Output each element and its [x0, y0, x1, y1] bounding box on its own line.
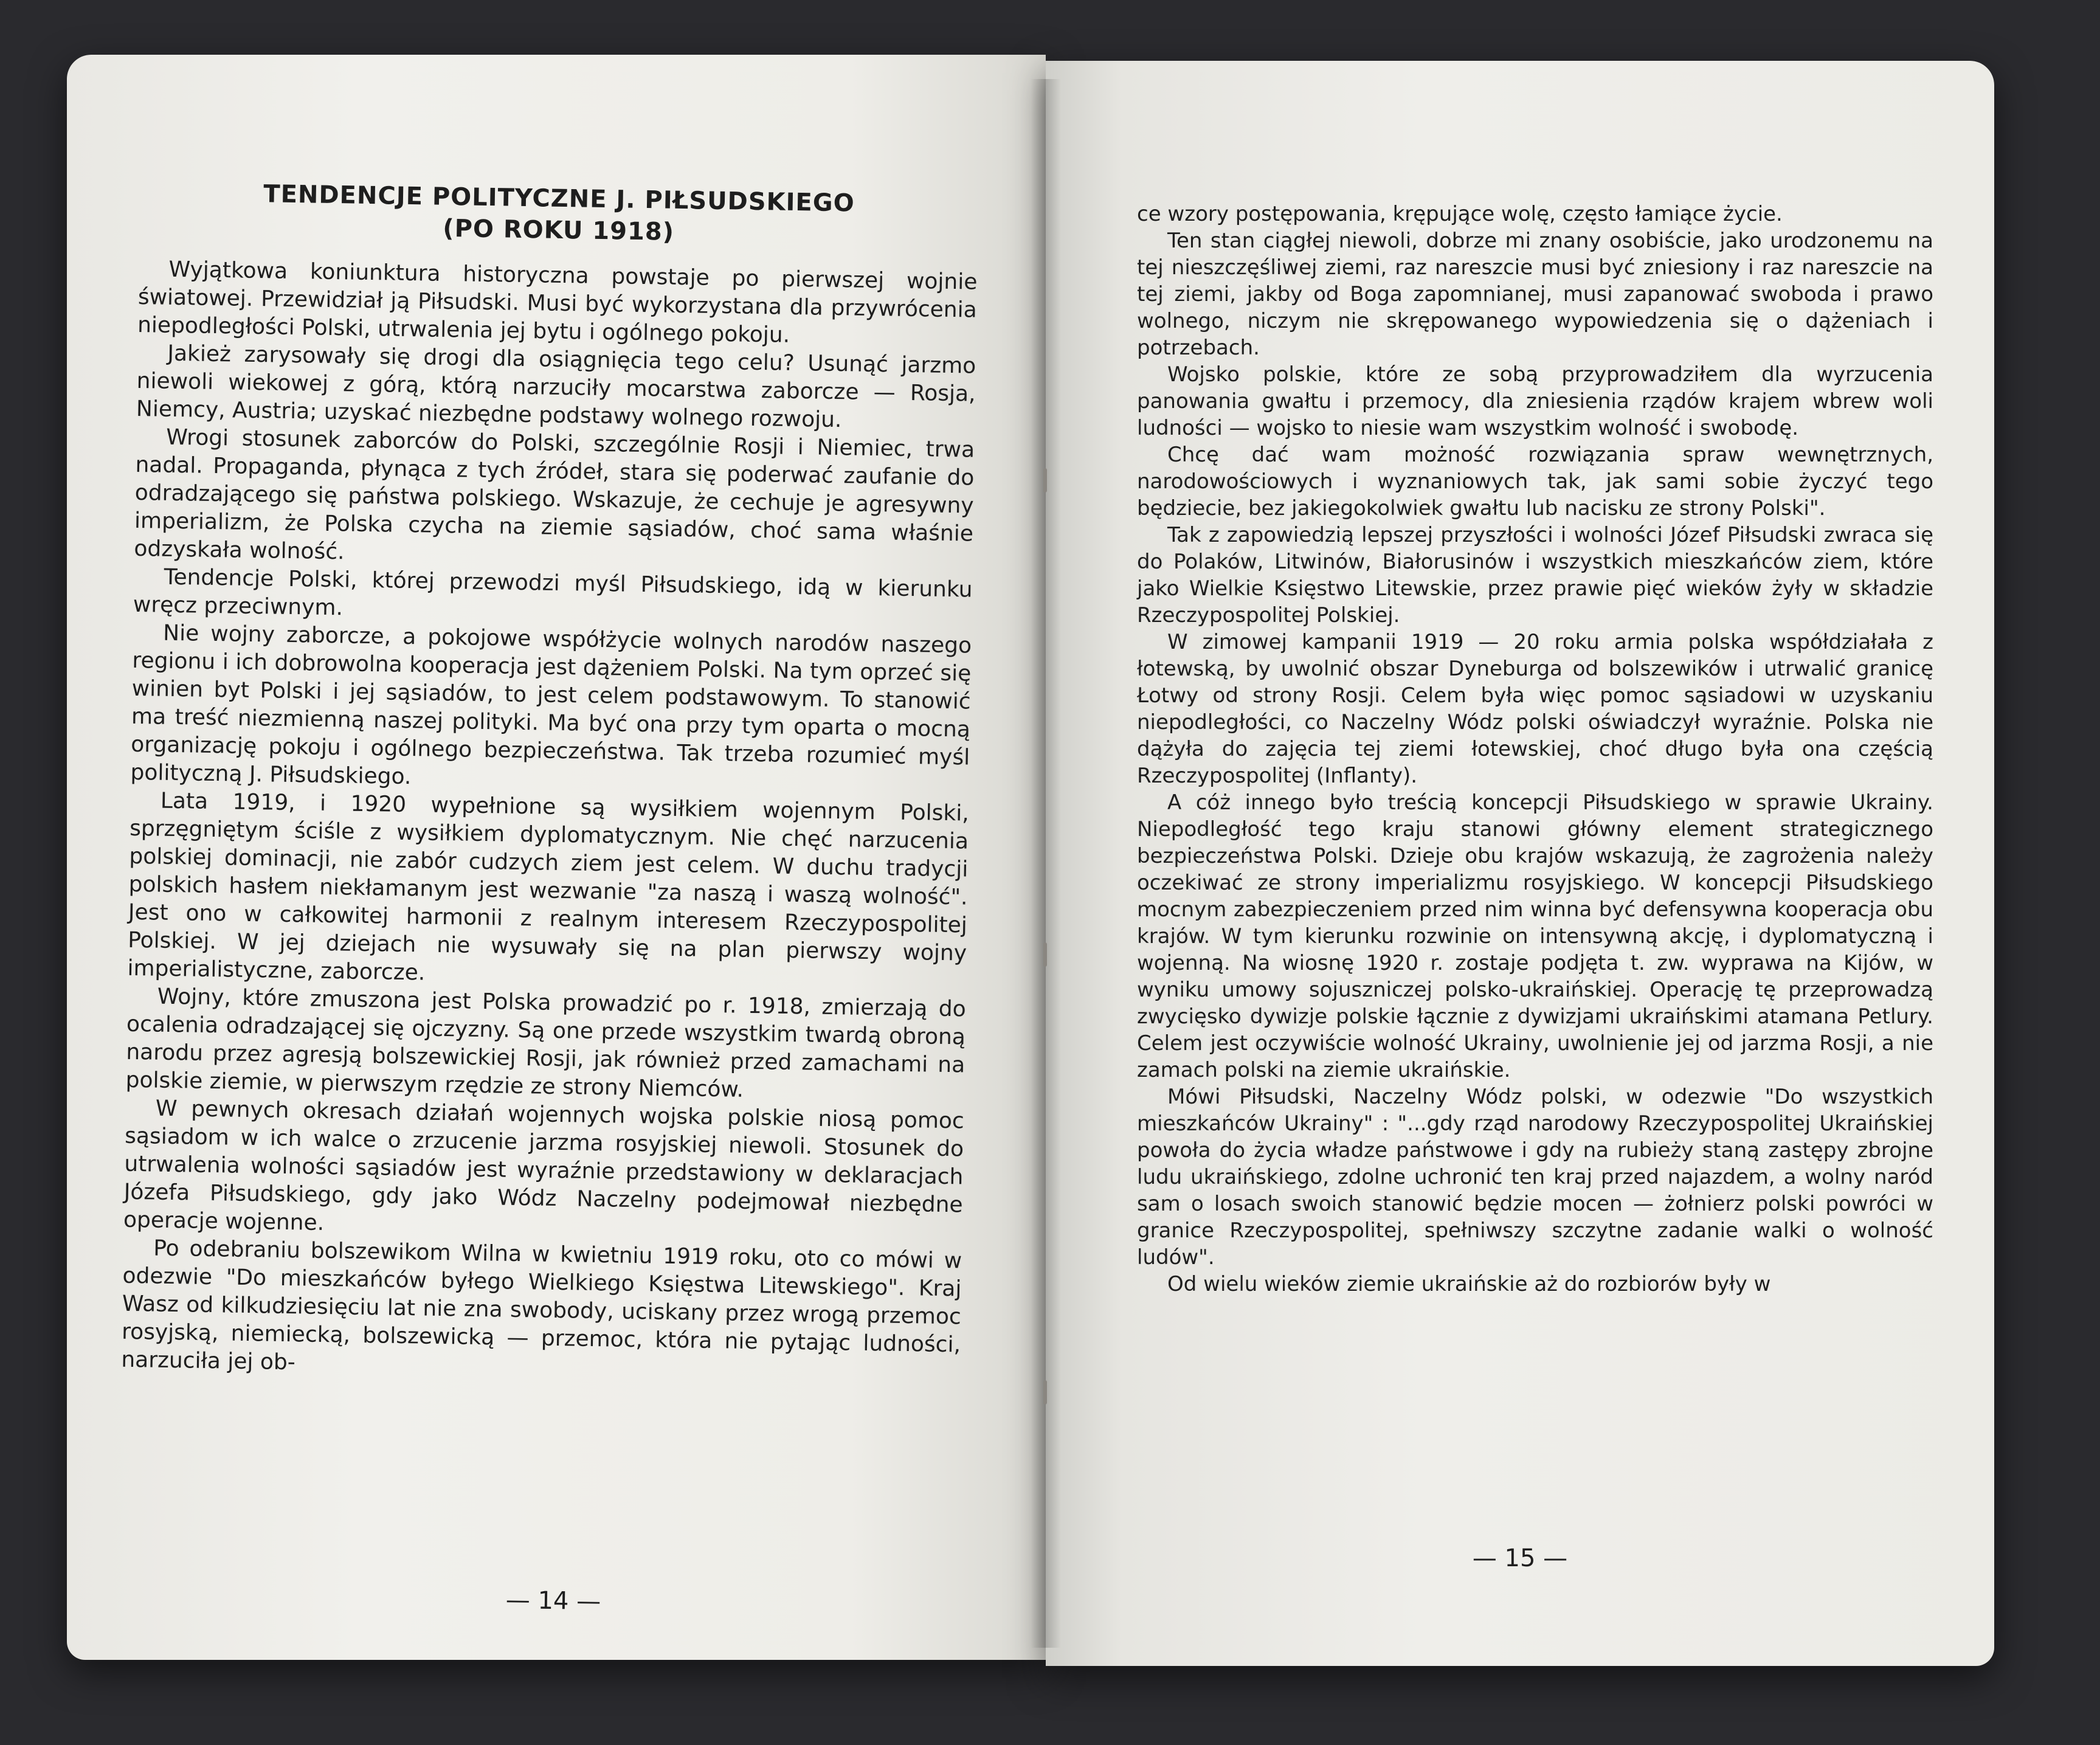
page-number-left: — 14 —	[505, 1586, 601, 1616]
paragraph: Po odebraniu bolszewikom Wilna w kwietniu 1919 roku, oto co mówi w odezwie "Do mieszkańców byłego Wielkiego Księstwa Litewskiego". Kraj Wasz od kilkudziesięciu lat nie zna swobody, uciskany przez wrogą przemoc rosyjską, niemiecką, bolszewicką — przemoc, która nie pytając ludności, narzuciła jej ob-	[121, 1235, 962, 1375]
right-text-column	[1137, 201, 1933, 1298]
paragraph: Wojsko polskie, które ze sobą przyprowadziłem dla wyrzucenia panowania gwałtu i przemocy, dla zniesienia rządów krajem wbrew woli ludności — wojsko to niesie wam wszystkim wolność i swobodę.	[1137, 362, 1933, 440]
chapter-title-line-1: TENDENCJE POLITYCZNE J. PIŁSUDSKIEGO	[263, 180, 855, 218]
page-number-right: — 15 —	[1472, 1544, 1568, 1572]
chapter-title-line-2: (PO ROKU 1918)	[443, 214, 675, 246]
book-spread	[67, 43, 2006, 1678]
paragraph: Wyjątkowa koniunktura historyczna powstaje po pierwszej wojnie światowej. Przewidział ją Piłsudski. Musi być wykorzystana dla przywrócenia niepodległości Polski, utrwalenia jej bytu i ogólnego pokoju.	[137, 257, 978, 348]
binding-staple	[1043, 468, 1047, 492]
paragraph: A cóż innego było treścią koncepcji Piłsudskiego w sprawie Ukrainy. Niepodległość tego kraju stanowi główny element strategicznego bezpieczeństwa Polski. Dzieje obu krajów wskazują, że zagrożenia należy oczekiwać ze strony imperializmu rosyjskiego. W koncepcji Piłsudskiego mocnym zabezpieczeniem przed nim winna być defensywna kooperacja obu krajów. W tym kierunku rozwinie on intensywną akcję, i dyplomatyczną i wojenną. Na wiosnę 1920 r. zostaje podjęta t. zw. wyprawa na Kijów, w wyniku umowy sojuszniczej polsko-ukraińskiej. Operację tę przeprowadzą zwycięsko dywizje polskie łącznie z dywizjami ukraińskimi atamana Petlury. Celem jest oczywiście wolność Ukrainy, uwolnienie jej od jarzma Rosji, a nie zamach polski na ziemie ukraińskie.	[1137, 790, 1933, 1082]
paragraph: Jakież zarysowały się drogi dla osiągnięcia tego celu? Usunąć jarzmo niewoli wiekowej z górą, którą narzuciły mocarstwa zaborcze — Rosja, Niemcy, Austria; uzyskać niezbędne podstawy wolnego rozwoju.	[136, 340, 976, 433]
left-page	[67, 55, 1046, 1660]
paragraph: Wrogi stosunek zaborców do Polski, szczególnie Rosji i Niemiec, trwa nadal. Propaganda, płynąca z tych źródeł, stara się poderwać zaufanie do odradzającego się państwa polskiego. Wskazuje, że cechuje je agresywny imperializm, że Polska czycha na ziemie sąsiadów, choć sama właśnie odzyskała wolność.	[134, 424, 975, 565]
paragraph: W zimowej kampanii 1919 — 20 roku armia polska współdziałała z łotewską, by uwolnić obszar Dyneburga od bolszewików i utrwalić granicę Łotwy od strony Rosji. Celem była więc pomoc sąsiadowi w uzyskaniu niepodległości, co Naczelny Wódz polski oświadczył wyraźnie. Polska nie dążyła do zajęcia tej ziemi łotewskiej, choć długo była ona częścią Rzeczypospolitej (Inflanty).	[1137, 630, 1933, 788]
continuation-line: ce wzory postępowania, krępujące wolę, często łamiące życie.	[1137, 202, 1783, 226]
paragraph: Wojny, które zmuszona jest Polska prowadzić po r. 1918, zmierzają do ocalenia odradzającej się ojczyzny. Są one przede wszystkim twardą obroną narodu przez agresją bolszewickiej Rosji, jak również przed zamachami na polskie ziemie, w pierwszym rzędzie ze strony Niemców.	[125, 984, 966, 1102]
paragraph: Ten stan ciągłej niewoli, dobrze mi znany osobiście, jako urodzonemu na tej nieszczęśliwej ziemi, raz nareszcie musi być zniesiony i raz nareszcie na tej ziemi, jakby od Boga zapomnianej, musi zapanować swoboda i prawo wolnego, niczym nie skrępowanego wypowiedzenia się o dążeniach i potrzebach.	[1137, 229, 1933, 360]
binding-staple	[1043, 942, 1047, 967]
paragraph: W pewnych okresach działań wojennych wojska polskie niosą pomoc sąsiadom w ich walce o zrzucenie jarzma rosyjskiej niewoli. Stosunek do utrwalenia wolności sąsiadów jest wyraźnie przedstawiony w deklaracjach Józefa Piłsudskiego, gdy jako Wódz Naczelny podejmował niezbędne operacje wojenne.	[123, 1096, 965, 1235]
paragraph: Od wielu wieków ziemie ukraińskie aż do rozbiorów były w	[1167, 1272, 1771, 1296]
paragraph: Chcę dać wam możność rozwiązania spraw wewnętrznych, narodowościowych i wyznaniowych tak, jak sami sobie życzyć tego będziecie, bez jakiegokolwiek gwałtu lub nacisku ze strony Polski".	[1137, 443, 1933, 520]
right-page	[1046, 61, 1994, 1666]
paragraph: Mówi Piłsudski, Naczelny Wódz polski, w odezwie "Do wszystkich mieszkańców Ukrainy" : "...gdy rząd narodowy Rzeczypospolitej Ukraińskiej powoła do życia władze państwowe i gdy na rubieży staną zastępy zbrojne ludu ukraińskiego, zdolne uchronić ten kraj przed najazdem, a wolny naród sam o losach swoich stanowić będzie mocen — żołnierz polski powróci w granice Rzeczypospolitej, spełniwszy szczytne zadanie walki o wolność ludów".	[1137, 1085, 1933, 1270]
paragraph: Tak z zapowiedzią lepszej przyszłości i wolności Józef Piłsudski zwraca się do Polaków, Litwinów, Białorusinów i wszystkich mieszkańców ziem, które jako Wielkie Księstwo Litewskie, przez prawie pięć wieków żyły w składzie Rzeczypospolitej Polskiej.	[1137, 523, 1933, 627]
chapter-title	[139, 176, 978, 253]
paragraph: Nie wojny zaborcze, a pokojowe współżycie wolnych narodów naszego regionu i ich dobrowolna kooperacja jest dążeniem Polski. Na tym oprzeć się winien byt Polski i jej sąsiadów, to jest celem podstawowym. To stanowić ma treść niezmienną naszej polityki. Ma być ona przy tym oparta o mocną organizację pokoju i ogólnego bezpieczeństwa. Tak trzeba rozumieć myśl polityczną J. Piłsudskiego.	[130, 620, 972, 790]
binding-staple	[1043, 1380, 1047, 1405]
left-text-column	[121, 176, 979, 1387]
paragraph: Tendencje Polski, której przewodzi myśl Piłsudskiego, idą w kierunku wręcz przeciwnym.	[133, 564, 973, 621]
paragraph: Lata 1919, i 1920 wypełnione są wysiłkiem wojennym Polski, sprzęgniętym ściśle z wysiłkiem dyplomatycznym. Nie chęć narzucenia polskiej dominacji, nie zabór cudzych ziem jest celem. W duchu tradycji polskich hasłem niekłamanym jest wezwanie "za naszą i waszą wolność". Jest ono w całkowitej harmonii z realnym interesem Rzeczypospolitej Polskiej. W jej dziejach nie wysuwały się na plan pierwszy wojny imperialistyczne, zaborcze.	[127, 788, 970, 986]
